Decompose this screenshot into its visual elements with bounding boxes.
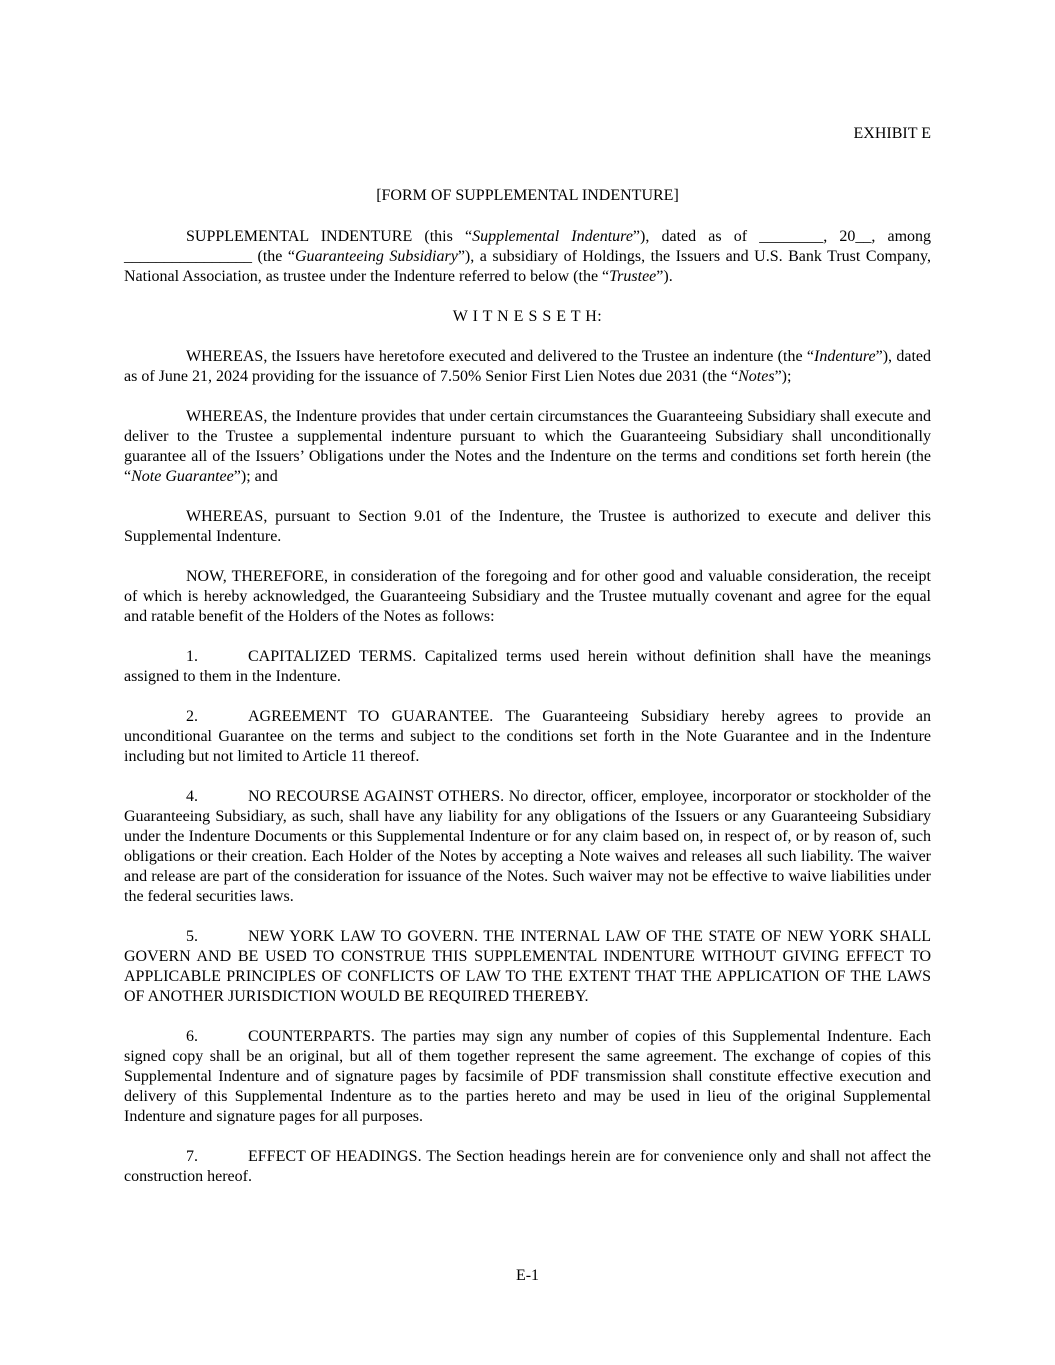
document-body bbox=[124, 227, 931, 1207]
whereas-paragraph-1: WHEREAS, the Issuers have heretofore executed and delivered to the Trustee an indenture (the “Indenture”), dated as of June 21, 2024 providing for the issuance of 7.50% Senior First Lien Notes due 2031 (the “Notes”); bbox=[124, 348, 932, 385]
section-6: 6. COUNTERPARTS. The parties may sign any number of copies of this Supplemental Indenture. Each signed copy shall be an original, but all of them together represent the same agreement. The exchange of copies of this Supplemental Indenture and of signature pages by facsimile of PDF transmission shall constitute effective execution and delivery of this Supplemental Indenture as to the parties hereto and may be used in lieu of the original Supplemental Indenture and signature pages for all purposes. bbox=[124, 1028, 931, 1125]
now-therefore-paragraph: NOW, THEREFORE, in consideration of the foregoing and for other good and valuable consideration, the receipt of which is hereby acknowledged, the Guaranteeing Subsidiary and the Trustee mutually covenant and agree for the equal and ratable benefit of the Holders of the Notes as follows: bbox=[124, 568, 931, 625]
exhibit-label: EXHIBIT E bbox=[853, 125, 931, 142]
section-7: 7. EFFECT OF HEADINGS. The Section headings herein are for convenience only and shall not affect the construction hereof. bbox=[124, 1148, 931, 1185]
section-2: 2. AGREEMENT TO GUARANTEE. The Guaranteeing Subsidiary hereby agrees to provide an unconditional Guarantee on the terms and subject to the conditions set forth in the Note Guarantee and in the Indenture including but not limited to Article 11 thereof. bbox=[124, 708, 931, 765]
section-1: 1. CAPITALIZED TERMS. Capitalized terms used herein without definition shall have the meanings assigned to them in the Indenture. bbox=[124, 648, 931, 685]
witnesseth-heading: W I T N E S S E T H: bbox=[452, 308, 603, 325]
section-4: 4. NO RECOURSE AGAINST OTHERS. No director, officer, employee, incorporator or stockholder of the Guaranteeing Subsidiary, as such, shall have any liability for any obligations of the Issuers or any Guaranteeing Subsidiary under the Indenture Documents or this Supplemental Indenture or for any claim based on, in respect of, or by reason of, such obligations or their creation. Each Holder of the Notes by accepting a Note waives and releases all such liability. The waiver and release are part of the consideration for issuance of the Notes. Such waiver may not be effective to waive liabilities under the federal securities laws. bbox=[124, 788, 931, 905]
whereas-paragraph-3: WHEREAS, pursuant to Section 9.01 of the Indenture, the Trustee is authorized to execute and deliver this Supplemental Indenture. bbox=[124, 508, 931, 545]
section-5: 5. NEW YORK LAW TO GOVERN. THE INTERNAL LAW OF THE STATE OF NEW YORK SHALL GOVERN AND BE USED TO CONSTRUE THIS SUPPLEMENTAL INDENTURE WITHOUT GIVING EFFECT TO APPLICABLE PRINCIPLES OF CONFLICTS OF LAW TO THE EXTENT THAT THE APPLICATION OF THE LAWS OF ANOTHER JURISDICTION WOULD BE REQUIRED THEREBY. bbox=[124, 928, 931, 1005]
whereas-paragraph-2: WHEREAS, the Indenture provides that under certain circumstances the Guaranteeing Subsidiary shall execute and deliver to the Trustee a supplemental indenture pursuant to which the Guaranteeing Subsidiary shall unconditionally guarantee all of the Issuers’ Obligations under the Notes and the Indenture on the terms and conditions set forth herein (the “Note Guarantee”); and bbox=[124, 408, 931, 485]
form-title: [FORM OF SUPPLEMENTAL INDENTURE] bbox=[376, 187, 679, 204]
intro-paragraph: SUPPLEMENTAL INDENTURE (this “Supplemental Indenture”), dated as of ________, 20__, among ________________ (the “Guaranteeing Subsidiary”), a subsidiary of Holdings, the Issuers and U.S. Bank Trust Company, National Association, as trustee under the Indenture referred to below (the “Trustee”). bbox=[124, 228, 932, 285]
page-number: E-1 bbox=[515, 1267, 540, 1284]
